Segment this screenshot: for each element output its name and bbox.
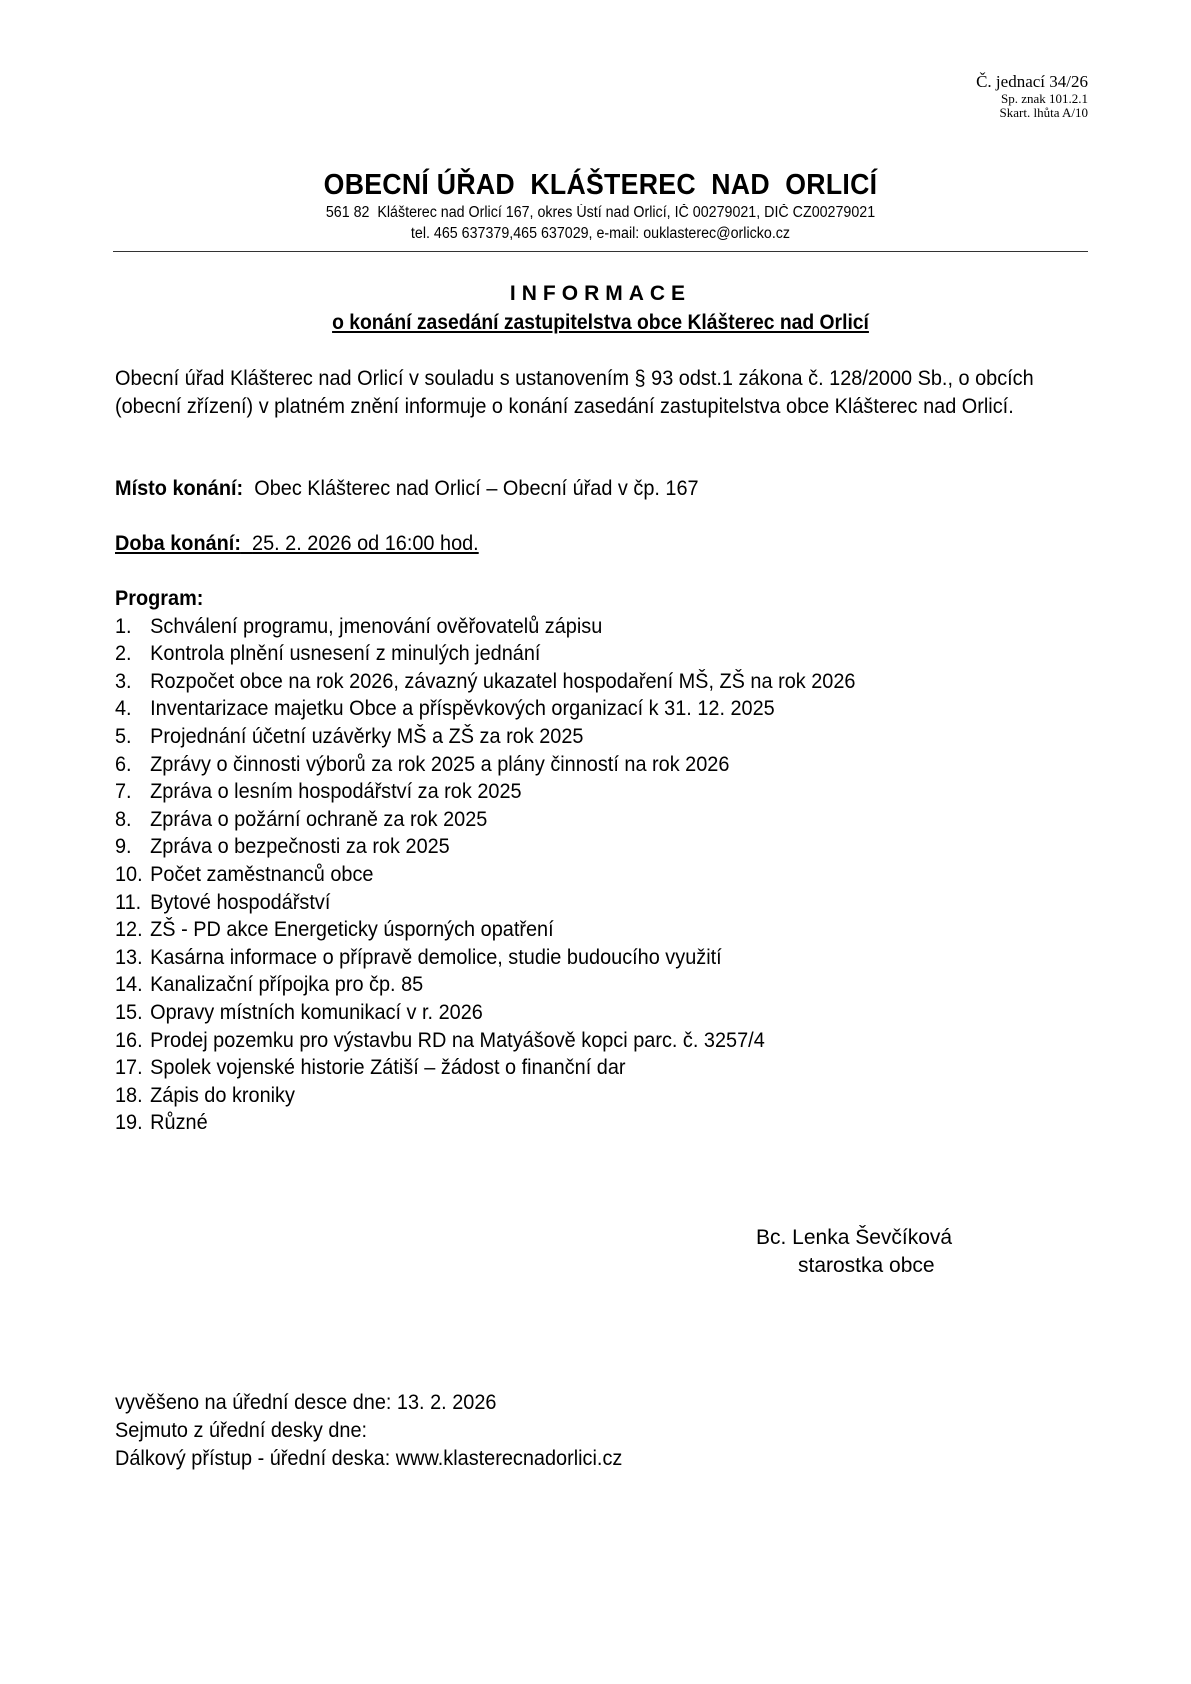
program-item (115, 916, 1040, 944)
letterhead (113, 168, 1088, 244)
meeting-date (115, 529, 1017, 557)
program-item-number: 9. (115, 834, 132, 859)
program-item (115, 695, 1040, 723)
program-item (115, 778, 1040, 806)
meeting-date-value: 25. 2. 2026 od 16:00 hod. (252, 531, 479, 555)
removed-date: Sejmuto z úřední desky dne: (115, 1418, 368, 1442)
program-item-text: Zprávy o činnosti výborů za rok 2025 a plány činností na rok 2026 (150, 751, 730, 776)
meeting-place (115, 474, 1017, 502)
program-item-text: Kontrola plnění usnesení z minulých jednání (150, 641, 541, 666)
program-item-number: 8. (115, 806, 132, 831)
program-item-number: 10. (115, 861, 143, 886)
program-item-number: 4. (115, 696, 132, 721)
program-item (115, 833, 1040, 861)
program-item-text: Projednání účetní uzávěrky MŠ a ZŠ za rok 2025 (150, 723, 584, 748)
document-subtitle: o konání zasedání zastupitelstva obce Klášterec nad Orlicí (332, 311, 869, 334)
reference-block (976, 72, 1088, 121)
meeting-place-label: Místo konání: (115, 476, 244, 500)
program-item-number: 12. (115, 917, 143, 942)
document-title: INFORMACE (509, 282, 692, 305)
program-item (115, 971, 1040, 999)
office-address: 561 82 Klášterec nad Orlicí 167, okres Ústí nad Orlicí, IČ 00279021, DIČ CZ00279021 (325, 204, 876, 221)
program-item (115, 613, 1040, 641)
posted-date: vyvěšeno na úřední desce dne: 13. 2. 2026 (115, 1390, 497, 1414)
document-heading (113, 280, 1088, 338)
program-item (115, 640, 1040, 668)
posting-footer (115, 1388, 948, 1472)
program-item-number: 15. (115, 999, 143, 1024)
signatory-role: starostka obce (798, 1254, 935, 1277)
program-item-text: Počet zaměstnanců obce (150, 861, 374, 886)
program-item (115, 723, 1040, 751)
office-name: OBECNÍ ÚŘAD KLÁŠTEREC NAD ORLICÍ (323, 169, 878, 201)
program-item-text: Bytové hospodářství (150, 889, 331, 914)
meeting-date-label: Doba konání: (115, 531, 241, 555)
retention-period: Skart. lhůta A/10 (999, 105, 1088, 121)
letterhead-divider (113, 251, 1088, 252)
program-item-number: 19. (115, 1110, 143, 1135)
program-item-number: 17. (115, 1055, 143, 1080)
program-item-text: ZŠ - PD akce Energeticky úsporných opatření (150, 917, 554, 942)
signatory-name: Bc. Lenka Ševčíková (756, 1226, 953, 1249)
file-mark: Sp. znak 101.2.1 (1000, 90, 1088, 106)
program-item-number: 3. (115, 668, 132, 693)
signature-block (756, 1224, 952, 1280)
office-contact: tel. 465 637379,465 637029, e-mail: ouklasterec@orlicko.cz (410, 225, 791, 242)
program-item-text: Spolek vojenské historie Zátiší – žádost o finanční dar (150, 1055, 626, 1080)
program-item-number: 11. (115, 889, 142, 914)
program-item (115, 861, 1040, 889)
program-item-text: Opravy místních komunikací v r. 2026 (150, 999, 483, 1024)
program-item-number: 16. (115, 1027, 143, 1052)
program-list (115, 613, 1040, 1137)
program-item-text: Zápis do kroniky (150, 1082, 295, 1107)
program-item-number: 5. (115, 723, 132, 748)
program-item-text: Prodej pozemku pro výstavbu RD na Matyášově kopci parc. č. 3257/4 (150, 1027, 765, 1052)
program-item (115, 751, 1040, 779)
program-item (115, 1027, 1040, 1055)
program-item-text: Zpráva o lesním hospodářství za rok 2025 (150, 779, 522, 804)
program-section (115, 585, 1040, 1137)
program-item-text: Zpráva o bezpečnosti za rok 2025 (150, 834, 450, 859)
program-item (115, 668, 1040, 696)
program-item-text: Inventarizace majetku Obce a příspěvkových organizací k 31. 12. 2025 (150, 696, 775, 721)
program-item (115, 1082, 1040, 1110)
program-label: Program: (115, 586, 204, 610)
program-item-text: Kanalizační přípojka pro čp. 85 (150, 972, 424, 997)
program-item-number: 14. (115, 972, 143, 997)
program-item-number: 1. (115, 613, 132, 638)
program-item-text: Kasárna informace o přípravě demolice, studie budoucího využití (150, 944, 722, 969)
meeting-place-value: Obec Klášterec nad Orlicí – Obecní úřad v čp. 167 (254, 476, 699, 500)
program-item (115, 806, 1040, 834)
program-item (115, 999, 1040, 1027)
case-number: Č. jednací 34/26 (976, 72, 1088, 91)
program-item (115, 1109, 1040, 1137)
program-item-number: 2. (115, 641, 132, 666)
program-item-number: 7. (115, 779, 132, 804)
program-item-text: Zpráva o požární ochraně za rok 2025 (150, 806, 488, 831)
remote-access: Dálkový přístup - úřední deska: www.klasterecnadorlici.cz (115, 1446, 623, 1470)
program-item-number: 6. (115, 751, 132, 776)
intro-paragraph: Obecní úřad Klášterec nad Orlicí v souladu s ustanovením § 93 odst.1 zákona č. 128/2000 Sb., o obcích (obecní zřízení) v platném znění informuje o konání zasedání zastupitelstva obce Klášterec nad Orlicí. (115, 366, 1034, 418)
program-item (115, 1054, 1040, 1082)
program-item-text: Různé (150, 1110, 208, 1135)
program-item (115, 944, 1040, 972)
program-item-text: Rozpočet obce na rok 2026, závazný ukazatel hospodaření MŠ, ZŠ na rok 2026 (150, 668, 856, 693)
program-item-number: 13. (115, 944, 143, 969)
program-item-text: Schválení programu, jmenování ověřovatelů zápisu (150, 613, 603, 638)
program-item (115, 889, 1040, 917)
program-item-number: 18. (115, 1082, 143, 1107)
